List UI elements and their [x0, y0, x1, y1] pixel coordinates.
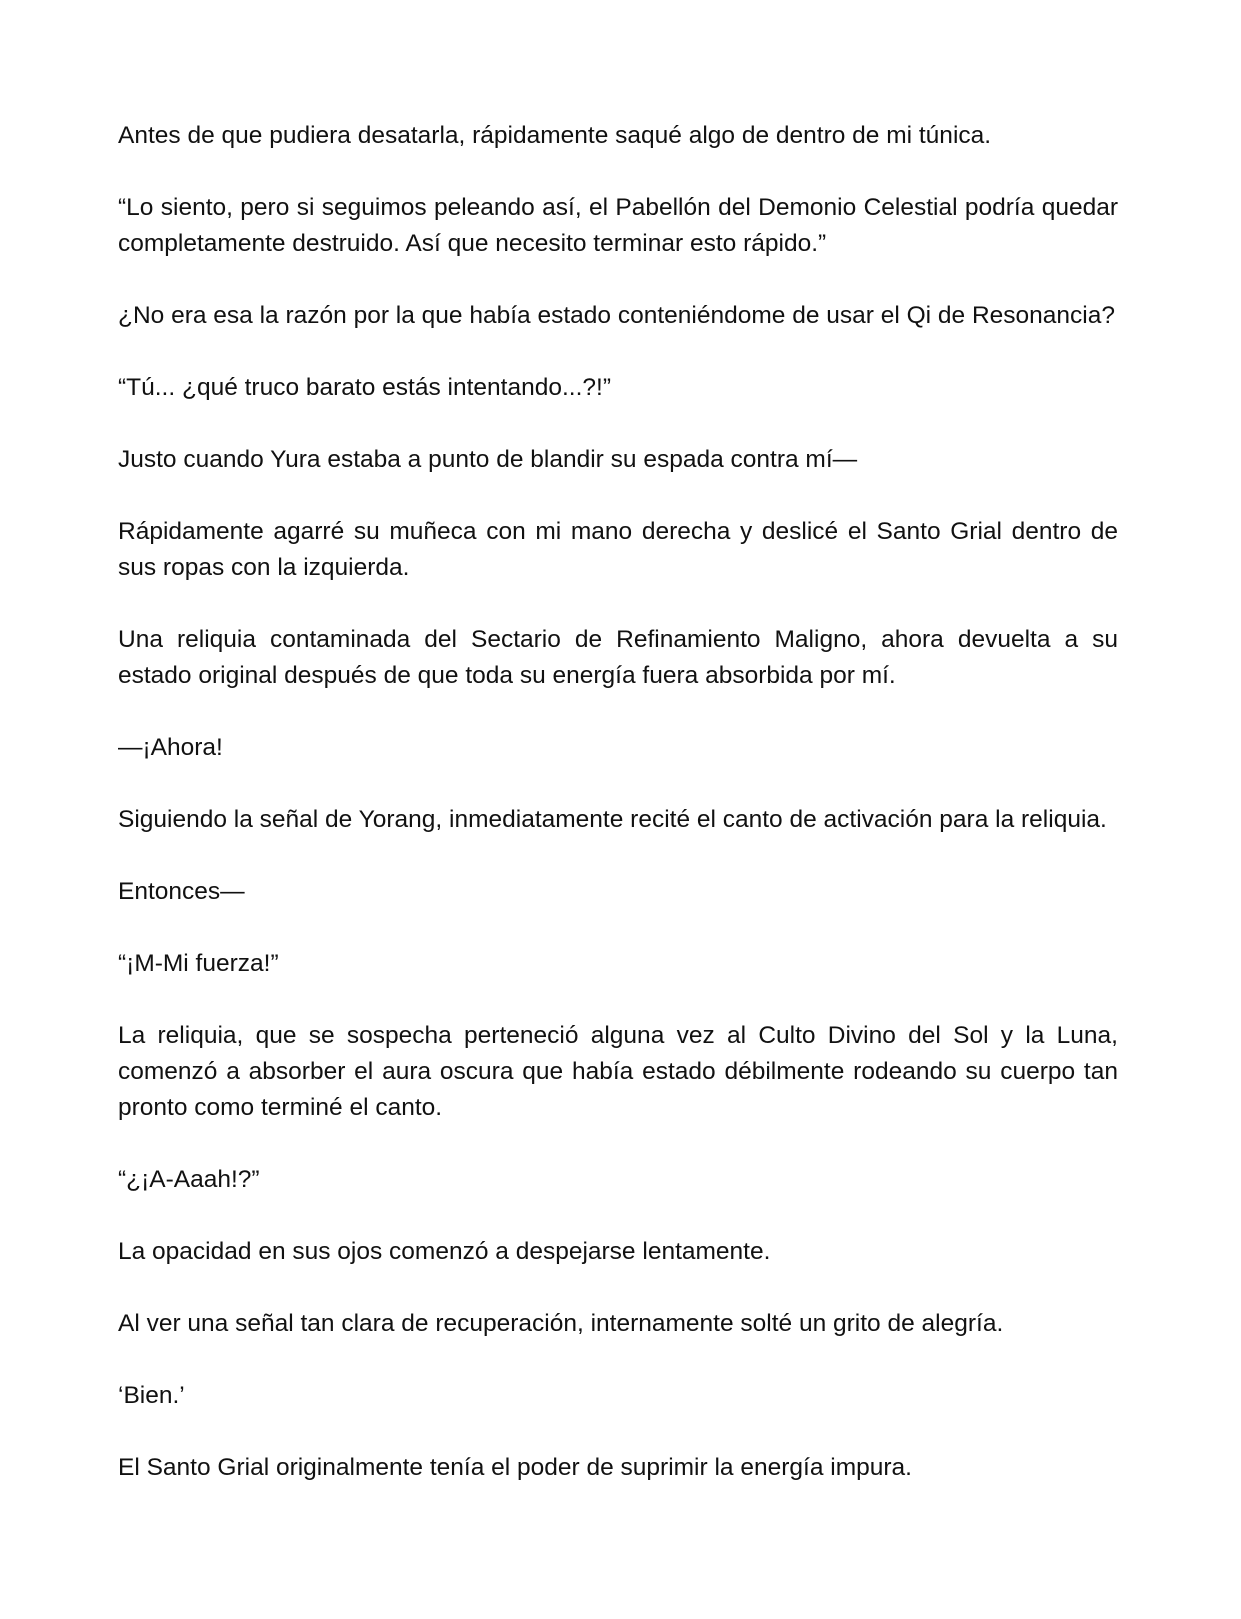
paragraph: La reliquia, que se sospecha perteneció alguna vez al Culto Divino del Sol y la Luna, comenzó a absorber el aura oscura que había estado débilmente rodeando su cuerpo tan pronto como terminé el canto.	[118, 1022, 1118, 1121]
paragraph: “Tú... ¿qué truco barato estás intentando...?!”	[118, 374, 611, 401]
paragraph: El Santo Grial originalmente tenía el poder de suprimir la energía impura.	[118, 1454, 912, 1481]
paragraph: ¿No era esa la razón por la que había estado conteniéndome de usar el Qi de Resonancia?	[118, 302, 1115, 329]
paragraph: “Lo siento, pero si seguimos peleando así, el Pabellón del Demonio Celestial podría quedar completamente destruido. Así que necesito terminar esto rápido.”	[118, 194, 1118, 257]
paragraph: Entonces—	[118, 878, 245, 905]
paragraph: Justo cuando Yura estaba a punto de blandir su espada contra mí—	[118, 446, 858, 473]
paragraph: —¡Ahora!	[118, 734, 223, 761]
paragraph: “¿¡A-Aaah!?”	[118, 1166, 260, 1193]
paragraph: Al ver una señal tan clara de recuperación, internamente solté un grito de alegría.	[118, 1310, 1004, 1337]
paragraph: “¡M-Mi fuerza!”	[118, 950, 279, 977]
paragraph: La opacidad en sus ojos comenzó a despejarse lentamente.	[118, 1238, 771, 1265]
paragraph: Antes de que pudiera desatarla, rápidamente saqué algo de dentro de mi túnica.	[118, 122, 992, 149]
paragraph: ‘Bien.’	[118, 1382, 185, 1409]
paragraph: Siguiendo la señal de Yorang, inmediatamente recité el canto de activación para la reliquia.	[118, 806, 1107, 833]
paragraph: Rápidamente agarré su muñeca con mi mano derecha y deslicé el Santo Grial dentro de sus ropas con la izquierda.	[118, 518, 1118, 581]
body-text	[118, 118, 1118, 1522]
paragraph: Una reliquia contaminada del Sectario de Refinamiento Maligno, ahora devuelta a su estado original después de que toda su energía fuera absorbida por mí.	[118, 626, 1118, 689]
